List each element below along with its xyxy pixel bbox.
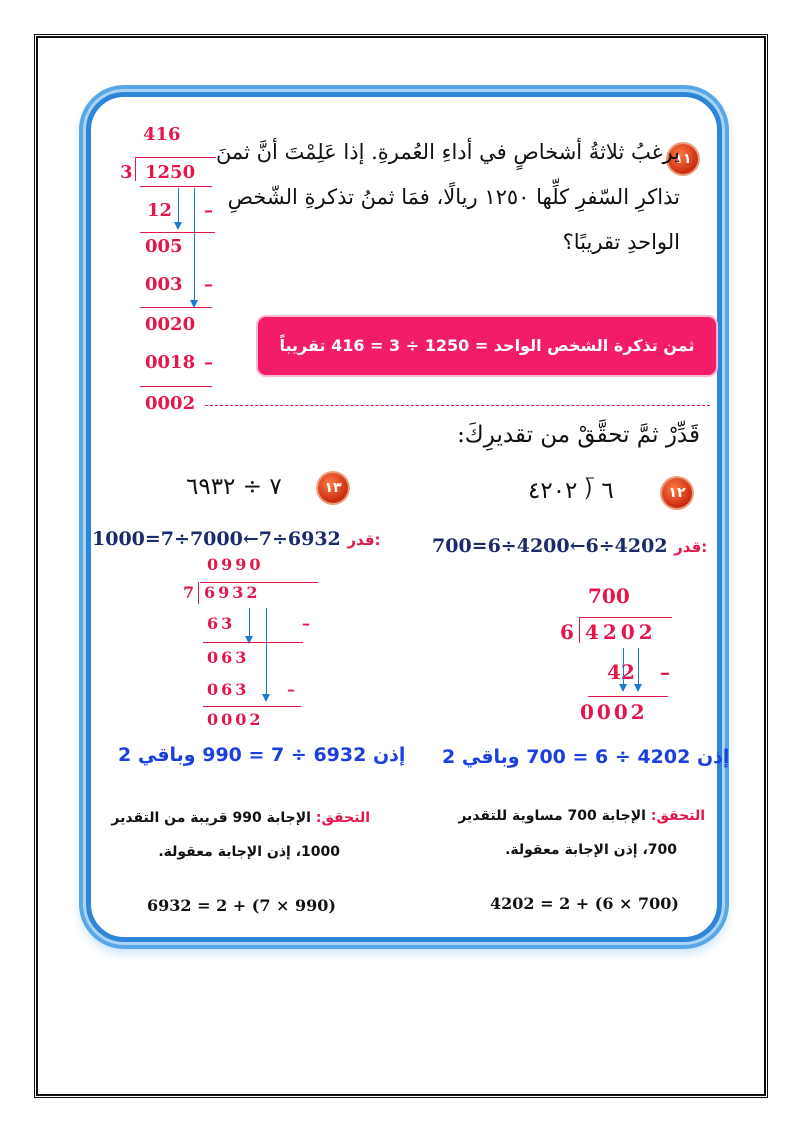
rule — [140, 186, 212, 187]
rule — [588, 696, 668, 697]
estimate-label: قدر: — [674, 538, 708, 556]
rule — [140, 386, 212, 387]
problem-number-badge: ١١ — [668, 144, 698, 174]
divisor: 6 — [560, 620, 574, 644]
rule — [140, 307, 212, 308]
dashed-divider — [205, 405, 710, 406]
estimate-value: 700=6÷4200←6÷4202 — [432, 535, 668, 557]
exercise-13-expression: ٧ ÷ ٦٩٣٢ — [186, 474, 282, 500]
check-line-2: 1000، إذن الإجابة معقولة. — [158, 844, 340, 860]
bring-down-arrow — [638, 648, 639, 690]
exercise-13-result: إذن 6932 ÷ 7 = 990 وباقي 2 — [118, 744, 406, 766]
rule — [203, 642, 303, 643]
dividend: 1250 — [145, 162, 196, 183]
rule — [203, 706, 301, 707]
division-bar — [580, 617, 672, 618]
remainder: 0002 — [580, 700, 648, 724]
division-bracket — [198, 582, 199, 604]
bring-down-arrow — [623, 648, 624, 690]
check-line-1: الإجابة 990 قريبة من التقدير — [111, 810, 311, 826]
minus-sign: – — [204, 274, 213, 295]
exercise-12-verify: 4202 = 2 + (6 × 700) — [490, 894, 679, 913]
bring-down-arrow — [178, 188, 179, 228]
exercise-13-estimate — [92, 528, 381, 550]
step-63: 63 — [207, 614, 236, 633]
minus-sign: – — [302, 614, 310, 633]
section-heading: قَدِّرْ ثمَّ تحقَّقْ من تقديرِكَ: — [457, 422, 700, 448]
bring-down-arrow — [266, 608, 267, 700]
division-bracket — [579, 617, 580, 643]
check-label: التحقق: — [650, 808, 705, 824]
minus-sign: – — [660, 660, 670, 684]
step-42: 42 — [607, 660, 635, 684]
step-0018: 0018 — [145, 352, 196, 373]
exercise-12-result: إذن 4202 ÷ 6 = 700 وباقي 2 — [442, 746, 730, 768]
estimate-value: 1000=7÷7000←7÷6932 — [92, 528, 341, 550]
quotient: 0990 — [207, 555, 264, 574]
answer-box: ثمن تذكرة الشخص الواحد = 1250 ÷ 3 = 416 تقريباً — [258, 317, 716, 375]
remainder: 0002 — [145, 393, 196, 414]
step-0020: 0020 — [145, 314, 196, 335]
check-line-2: 700، إذن الإجابة معقولة. — [505, 842, 677, 858]
estimate-label: قدر: — [347, 531, 381, 549]
exercise-13-check — [105, 801, 370, 869]
exercise-12-badge: ١٢ — [662, 478, 692, 508]
check-line-1: الإجابة 700 مساوية للتقدير — [458, 808, 646, 824]
divisor: 3 — [120, 162, 133, 183]
dividend: 6932 — [204, 583, 261, 602]
step-005: 005 — [145, 236, 183, 257]
bring-down-arrow — [249, 608, 250, 642]
exercise-12-estimate — [432, 535, 707, 557]
divisor: 7 — [183, 583, 195, 602]
step-063: 063 — [207, 680, 250, 699]
quotient: 700 — [588, 584, 630, 608]
exercise-12-expression: ٦ ⟌ ٤٢٠٢ — [528, 478, 614, 504]
step-003: 003 — [145, 274, 183, 295]
exercise-13-badge: ١٣ — [318, 473, 348, 503]
step-12: 12 — [147, 200, 173, 221]
division-bracket — [135, 157, 136, 181]
minus-sign: – — [204, 200, 213, 221]
step-063: 063 — [207, 648, 250, 667]
quotient: 416 — [143, 124, 181, 145]
dividend: 4202 — [585, 620, 657, 644]
rule — [140, 232, 215, 233]
check-label: التحقق: — [315, 810, 370, 826]
division-bar — [136, 157, 216, 158]
minus-sign: – — [204, 352, 213, 373]
problem-text: يرغبُ ثلاثةُ أشخاصٍ في أداءِ العُمرةِ. إذا عَلِمْتَ أنَّ ثمنَ تذاكرِ السّفرِ كلِّها ١٢٥٠ ريالًا، فمَا ثمنُ تذكرةِ الشّخصِ الواحدِ تقريبًا؟ — [215, 140, 680, 254]
exercise-12-check — [440, 799, 705, 867]
remainder: 0002 — [207, 710, 264, 729]
bring-down-arrow — [194, 188, 195, 306]
minus-sign: – — [287, 680, 295, 699]
exercise-13-verify: 6932 = 2 + (7 × 990) — [147, 896, 336, 915]
